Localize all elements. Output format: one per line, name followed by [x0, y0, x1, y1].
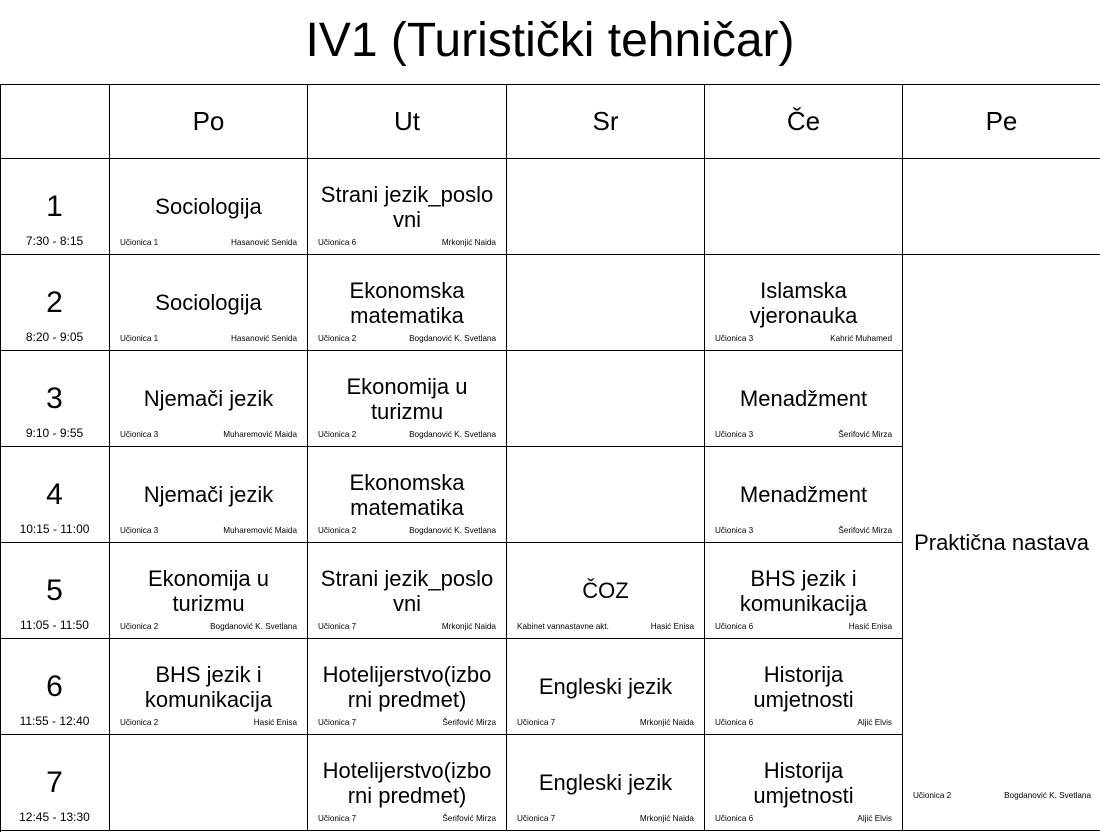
subject-name-line: vni	[392, 590, 422, 616]
teacher-name: Bogdanović K. Svetlana	[1004, 791, 1091, 800]
teacher-name: Mrkonjić Naida	[441, 238, 496, 247]
subject-name-line: turizmu	[172, 590, 245, 616]
lesson-footer	[913, 791, 1091, 801]
subject-name-line: Njemači jezik	[143, 386, 274, 411]
room-label: Učionica 2	[318, 430, 357, 439]
lesson-footer	[318, 622, 496, 632]
empty-cell-pe-1	[903, 159, 1100, 255]
room-label: Učionica 1	[120, 334, 159, 343]
lesson-cell-ce-5	[705, 543, 903, 639]
lesson-footer	[120, 526, 297, 536]
room-label: Učionica 3	[715, 430, 754, 439]
lesson-footer	[715, 334, 892, 344]
day-label: Sr	[592, 105, 619, 136]
period-time: 7:30 - 8:15	[25, 234, 84, 248]
subject-name-line: umjetnosti	[753, 686, 854, 712]
lesson-footer	[120, 622, 297, 632]
lesson-cell-ut-6	[308, 639, 507, 735]
lesson-cell-sr-7	[507, 735, 705, 831]
subject-name-line: rni predmet)	[347, 782, 467, 808]
room-label: Učionica 1	[120, 238, 159, 247]
room-label: Učionica 6	[715, 718, 754, 727]
teacher-name: Šerifović Mirza	[442, 718, 496, 727]
period-number: 4	[46, 477, 63, 511]
empty-cell-sr-4	[507, 447, 705, 543]
teacher-name: Aljić Elvis	[857, 814, 892, 823]
period-number: 5	[46, 573, 63, 607]
teacher-name: Šerifović Mirza	[838, 526, 892, 535]
room-label: Učionica 3	[715, 334, 754, 343]
lesson-footer	[120, 238, 297, 248]
lesson-footer	[715, 526, 892, 536]
subject-name-line: rni predmet)	[347, 686, 467, 712]
subject-name-line: Sociologija	[155, 290, 262, 315]
teacher-name: Bogdanović K. Svetlana	[409, 334, 496, 343]
header-corner-cell	[0, 84, 110, 159]
empty-cell-sr-2	[507, 255, 705, 351]
lesson-cell-po-1	[110, 159, 308, 255]
subject-name-line: Strani jezik_poslo	[320, 565, 494, 591]
day-header-sr	[507, 84, 705, 159]
lesson-footer	[318, 238, 496, 248]
lesson-cell-po-2	[110, 255, 308, 351]
lesson-footer	[318, 334, 496, 344]
teacher-name: Muharemović Maida	[223, 430, 297, 439]
period-time: 10:15 - 11:00	[19, 522, 90, 536]
lesson-cell-po-6	[110, 639, 308, 735]
teacher-name: Hasanović Senida	[231, 238, 297, 247]
period-number: 1	[46, 189, 63, 223]
teacher-name: Muharemović Maida	[223, 526, 297, 535]
lesson-footer	[318, 526, 496, 536]
teacher-name: Hasić Enisa	[253, 718, 297, 727]
period-cell-4	[0, 447, 110, 543]
subject-name-line: vni	[392, 206, 422, 232]
teacher-name: Mrkonjić Naida	[639, 718, 694, 727]
lesson-cell-po-5	[110, 543, 308, 639]
lesson-cell-ut-4	[308, 447, 507, 543]
lesson-cell-ut-3	[308, 351, 507, 447]
subject-name-line: Sociologija	[155, 194, 262, 219]
room-label: Učionica 3	[120, 526, 159, 535]
subject-name-line: vjeronauka	[749, 302, 858, 328]
subject-name-line: Historija	[763, 661, 844, 687]
teacher-name: Mrkonjić Naida	[441, 622, 496, 631]
lesson-footer	[517, 718, 694, 728]
room-label: Učionica 3	[120, 430, 159, 439]
lesson-footer	[318, 430, 496, 440]
day-header-pe	[903, 84, 1100, 159]
room-label: Učionica 2	[318, 526, 357, 535]
subject-name-line: Menadžment	[739, 482, 868, 507]
lesson-cell-sr-5	[507, 543, 705, 639]
subject-name-line: matematika	[350, 494, 464, 520]
lesson-cell-ut-7	[308, 735, 507, 831]
room-label: Učionica 2	[318, 334, 357, 343]
period-time: 8:20 - 9:05	[25, 330, 84, 344]
subject-name-line: Njemači jezik	[143, 482, 274, 507]
lesson-footer	[715, 814, 892, 824]
period-cell-1	[0, 159, 110, 255]
room-label: Učionica 7	[517, 718, 556, 727]
lesson-cell-po-4	[110, 447, 308, 543]
period-time: 9:10 - 9:55	[25, 426, 84, 440]
lesson-footer	[715, 430, 892, 440]
room-label: Kabinet vannastavne akt.	[517, 622, 609, 631]
lesson-footer	[517, 622, 694, 632]
teacher-name: Bogdanović K. Svetlana	[409, 430, 496, 439]
teacher-name: Aljić Elvis	[857, 718, 892, 727]
teacher-name: Hasić Enisa	[650, 622, 694, 631]
empty-cell-sr-1	[507, 159, 705, 255]
lesson-footer	[318, 814, 496, 824]
room-label: Učionica 3	[715, 526, 754, 535]
room-label: Učionica 7	[318, 718, 357, 727]
lesson-cell-ut-5	[308, 543, 507, 639]
day-label: Po	[192, 105, 225, 136]
subject-name-line: Praktična nastava	[914, 530, 1089, 555]
teacher-name: Kahrić Muhamed	[830, 334, 892, 343]
room-label: Učionica 7	[318, 814, 357, 823]
subject-name-line: komunikacija	[739, 590, 868, 616]
lesson-cell-merged-pe	[903, 255, 1100, 831]
teacher-name: Šerifović Mirza	[838, 430, 892, 439]
subject-name-line: Engleski jezik	[538, 770, 673, 795]
room-label: Učionica 6	[715, 814, 754, 823]
subject-name-line: Strani jezik_poslo	[320, 181, 494, 207]
page-title: IV1 (Turistički tehničar)	[305, 14, 795, 67]
subject-name-line: matematika	[350, 302, 464, 328]
subject-name-line: Ekonomija u	[346, 373, 468, 399]
period-cell-5	[0, 543, 110, 639]
lesson-cell-ut-2	[308, 255, 507, 351]
teacher-name: Mrkonjić Naida	[639, 814, 694, 823]
subject-name-line: Ekonomska	[349, 277, 465, 303]
teacher-name: Hasić Enisa	[848, 622, 892, 631]
lesson-cell-sr-6	[507, 639, 705, 735]
room-label: Učionica 7	[517, 814, 556, 823]
teacher-name: Bogdanović K. Svetlana	[210, 622, 297, 631]
subject-name-line: komunikacija	[144, 686, 273, 712]
period-number: 7	[46, 765, 63, 799]
subject-name-line: BHS jezik i	[155, 661, 262, 687]
room-label: Učionica 6	[318, 238, 357, 247]
lesson-footer	[120, 430, 297, 440]
subject-name-line: ČOZ	[582, 578, 629, 603]
day-header-ce	[705, 84, 903, 159]
subject-name	[903, 255, 1100, 830]
lesson-cell-ce-6	[705, 639, 903, 735]
period-cell-7	[0, 735, 110, 831]
empty-cell-po-7	[110, 735, 308, 831]
subject-name-line: Ekonomija u	[147, 565, 270, 591]
teacher-name: Hasanović Senida	[231, 334, 297, 343]
subject-name-line: BHS jezik i	[750, 565, 857, 591]
subject-name-line: Menadžment	[739, 386, 868, 411]
room-label: Učionica 6	[715, 622, 754, 631]
lesson-cell-ce-7	[705, 735, 903, 831]
lesson-footer	[715, 718, 892, 728]
subject-name-line: turizmu	[370, 398, 444, 424]
day-label: Če	[786, 105, 821, 136]
lesson-footer	[715, 622, 892, 632]
period-number: 6	[46, 669, 63, 703]
empty-cell-sr-3	[507, 351, 705, 447]
room-label: Učionica 7	[318, 622, 357, 631]
room-label: Učionica 2	[913, 791, 952, 800]
lesson-footer	[517, 814, 694, 824]
subject-name-line: Islamska	[760, 277, 847, 303]
room-label: Učionica 2	[120, 622, 159, 631]
lesson-footer	[120, 334, 297, 344]
lesson-cell-ce-3	[705, 351, 903, 447]
period-cell-3	[0, 351, 110, 447]
subject-name-line: Hotelijerstvo(izbo	[322, 661, 492, 687]
subject-name-line: umjetnosti	[753, 782, 854, 808]
subject-name-line: Engleski jezik	[538, 674, 673, 699]
period-cell-2	[0, 255, 110, 351]
period-time: 11:55 - 12:40	[19, 714, 90, 728]
empty-cell-ce-1	[705, 159, 903, 255]
day-header-po	[110, 84, 308, 159]
room-label: Učionica 2	[120, 718, 159, 727]
lesson-cell-po-3	[110, 351, 308, 447]
period-number: 2	[46, 285, 63, 319]
teacher-name: Šerifović Mirza	[442, 814, 496, 823]
lesson-footer	[318, 718, 496, 728]
lesson-cell-ut-1	[308, 159, 507, 255]
teacher-name: Bogdanović K. Svetlana	[409, 526, 496, 535]
lesson-cell-ce-2	[705, 255, 903, 351]
subject-name-line: Historija	[763, 757, 844, 783]
period-cell-6	[0, 639, 110, 735]
day-header-ut	[308, 84, 507, 159]
period-time: 12:45 - 13:30	[19, 810, 90, 824]
lesson-footer	[120, 718, 297, 728]
day-label: Pe	[985, 105, 1018, 136]
subject-name-line: Hotelijerstvo(izbo	[322, 757, 492, 783]
period-number: 3	[46, 381, 63, 415]
lesson-cell-ce-4	[705, 447, 903, 543]
day-label: Ut	[394, 105, 420, 136]
period-time: 11:05 - 11:50	[20, 618, 89, 632]
subject-name-line: Ekonomska	[349, 469, 465, 495]
